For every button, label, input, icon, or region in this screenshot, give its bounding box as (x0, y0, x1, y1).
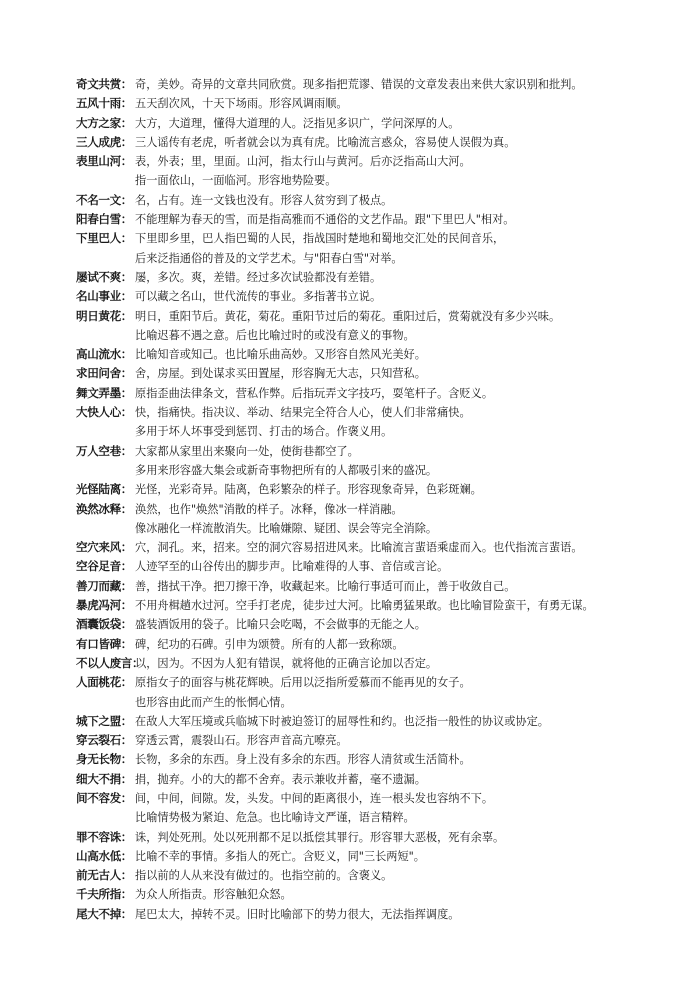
idiom-definition: 诛，判处死刑。处以死刑都不足以抵偿其罪行。形容罪大恶极，死有余辜。 (135, 830, 505, 844)
idiom-term: 尾大不掉： (76, 906, 132, 921)
idiom-definition: 穴，洞孔。来，招来。空的洞穴容易招进风来。比喻流言蜚语乘虚而入。也代指流言蜚语。 (135, 541, 583, 555)
idiom-definition: 穿透云霄，震裂山石。形容声音高亢嘹亮。 (135, 734, 348, 748)
idiom-entry (0, 364, 695, 383)
idiom-definition: 快，指痛快。指决议、举动、结果完全符合人心，使人们非常痛快。 (135, 406, 471, 420)
idiom-term: 善刀而藏： (76, 578, 132, 593)
idiom-definition: 间，中间，间隙。发，头发。中间的距离很小，连一根头发也容纳不下。 (135, 791, 494, 805)
idiom-entry (0, 596, 695, 615)
idiom-term: 前无古人： (76, 868, 132, 883)
idiom-entry (0, 133, 695, 152)
idiom-definition: 五天刮次风，十天下场雨。形容风调雨顺。 (135, 97, 348, 111)
idiom-entry (0, 866, 695, 885)
idiom-entry (0, 345, 695, 364)
idiom-entry (0, 731, 695, 750)
idiom-entry (0, 500, 695, 519)
idiom-entry-continuation (0, 422, 695, 441)
idiom-entry-continuation (0, 461, 695, 480)
idiom-definition: 捐，抛弃。小的大的都不舍弃。表示兼收并蓄，毫不遗漏。 (135, 772, 426, 786)
idiom-entry (0, 229, 695, 248)
idiom-term: 千夫所指： (76, 887, 132, 902)
idiom-entry (0, 480, 695, 499)
idiom-term: 万人空巷： (76, 443, 132, 458)
idiom-term: 暴虎冯河： (76, 598, 132, 613)
idiom-definition: 多用于坏人坏事受到惩罚、打击的场合。作褒义用。 (135, 425, 393, 439)
idiom-term: 身无长物： (76, 752, 132, 767)
idiom-entry (0, 635, 695, 654)
idiom-entry (0, 905, 695, 924)
idiom-entry (0, 94, 695, 113)
idiom-definition: 比喻知音或知己。也比喻乐曲高妙。又形容自然风光美好。 (135, 348, 426, 362)
idiom-term: 求田问舍： (76, 366, 132, 381)
idiom-entry (0, 538, 695, 557)
idiom-term: 明日黄花： (76, 308, 132, 323)
idiom-entry (0, 114, 695, 133)
idiom-entry-continuation (0, 693, 695, 712)
idiom-definition: 原指女子的面容与桃花辉映。后用以泛指所爱慕而不能再见的女子。 (135, 676, 471, 690)
idiom-entry (0, 885, 695, 904)
idiom-definition: 三人谣传有老虎，听者就会以为真有虎。比喻流言惑众，容易使人误假为真。 (135, 135, 516, 149)
idiom-term: 阳春白雪： (76, 212, 132, 227)
idiom-definition: 下里即乡里，巴人指巴蜀的人民，指战国时楚地和蜀地交汇处的民间音乐， (135, 232, 505, 246)
idiom-term: 下里巴人： (76, 231, 132, 246)
idiom-definition: 奇，美妙。奇异的文章共同欣赏。现多指把荒谬、错误的文章发表出来供大家识别和批判。 (135, 78, 583, 91)
idiom-definition: 指以前的人从来没有做过的。也指空前的。含褒义。 (135, 869, 393, 883)
idiom-definition: 屡，多次。爽，差错。经过多次试验都没有差错。 (135, 270, 382, 284)
idiom-definition: 在敌人大军压境或兵临城下时被迫签订的屈辱性和约。也泛指一般性的协议或协定。 (135, 714, 549, 728)
idiom-entry-continuation (0, 808, 695, 827)
idiom-definition: 大家都从家里出来聚向一处，使街巷都空了。 (135, 444, 359, 458)
idiom-term: 奇文共赏： (76, 77, 132, 91)
idiom-entry (0, 750, 695, 769)
idiom-entry (0, 712, 695, 731)
idiom-definition: 后来泛指通俗的普及的文学艺术。与"阳春白雪"对举。 (135, 251, 403, 265)
idiom-entry (0, 789, 695, 808)
idiom-definition: 名，占有。连一文钱也没有。形容人贫穷到了极点。 (135, 193, 393, 207)
idiom-term: 酒囊饭袋： (76, 617, 132, 632)
idiom-term: 三人成虎： (76, 134, 132, 149)
idiom-entry (0, 307, 695, 326)
idiom-term: 五风十雨： (76, 96, 132, 111)
idiom-entry-list (0, 75, 695, 924)
idiom-definition: 像冰融化一样流散消失。比喻嫌隙、疑团、误会等完全消除。 (135, 521, 438, 535)
idiom-definition: 不用舟楫趟水过河。空手打老虎，徒步过大河。比喻勇猛果敢。也比喻冒险蛮干，有勇无谋。 (135, 599, 594, 613)
idiom-entry (0, 403, 695, 422)
idiom-entry (0, 152, 695, 171)
idiom-entry (0, 615, 695, 634)
idiom-definition: 不能理解为春天的雪，而是指高雅而不通俗的文艺作品。跟"下里巴人"相对。 (135, 213, 515, 227)
idiom-definition: 多用来形容盛大集会或新奇事物把所有的人都吸引来的盛况。 (135, 463, 438, 477)
idiom-entry-continuation (0, 519, 695, 538)
idiom-entry (0, 268, 695, 287)
idiom-definition: 明日，重阳节后。黄花，菊花。重阳节过后的菊花。重阳过后，赏菊就没有多少兴味。 (135, 309, 561, 323)
idiom-entry (0, 847, 695, 866)
idiom-entry (0, 577, 695, 596)
idiom-definition: 指一面依山，一面临河。形容地势险要。 (135, 174, 337, 188)
idiom-term: 光怪陆离： (76, 482, 132, 497)
idiom-definition: 光怪，光彩奇异。陆离，色彩繁杂的样子。形容现象奇异，色彩斑斓。 (135, 483, 482, 497)
idiom-term: 穿云裂石： (76, 733, 132, 748)
idiom-definition: 比喻迟暮不遇之意。后也比喻过时的或没有意义的事物。 (135, 328, 415, 342)
idiom-definition: 表，外表；里，里面。山河，指太行山与黄河。后亦泛指高山大河。 (135, 155, 471, 169)
idiom-definition: 原指歪曲法律条文，营私作弊。后指玩弄文字技巧，耍笔杆子。含贬义。 (135, 386, 494, 400)
idiom-entry (0, 384, 695, 403)
idiom-entry (0, 828, 695, 847)
idiom-definition: 碑，纪功的石碑。引申为颂赞。所有的人都一致称颂。 (135, 637, 404, 651)
idiom-definition: 为众人所指责。形容触犯众怒。 (135, 888, 292, 902)
idiom-term: 屡试不爽： (76, 269, 132, 284)
idiom-term: 间不容发： (76, 790, 132, 805)
idiom-term: 大方之家： (76, 115, 132, 130)
idiom-term: 名山事业： (76, 289, 132, 304)
idiom-entry (0, 770, 695, 789)
idiom-term: 涣然冰释： (76, 501, 132, 516)
idiom-entry-continuation (0, 171, 695, 190)
idiom-definition: 善，揩拭干净。把刀擦干净，收藏起来。比喻行事适可而止，善于收敛自己。 (135, 579, 516, 593)
idiom-term: 细大不捐： (76, 771, 132, 786)
idiom-term: 舞文弄墨： (76, 385, 132, 400)
idiom-definition: 以，因为。不因为人犯有错误，就将他的正确言论加以否定。 (135, 656, 438, 670)
idiom-definition: 人迹罕至的山谷传出的脚步声。比喻难得的人事、音信或言论。 (135, 560, 449, 574)
idiom-definition: 盛装酒饭用的袋子。比喻只会吃喝，不会做事的无能之人。 (135, 618, 426, 632)
idiom-term: 大快人心： (76, 405, 132, 420)
idiom-term: 不以人废言： (76, 655, 144, 670)
idiom-entry (0, 654, 695, 673)
idiom-term: 表里山河： (76, 154, 132, 169)
idiom-term: 空谷足音： (76, 559, 132, 574)
idiom-term: 不名一文： (76, 192, 132, 207)
idiom-entry-continuation (0, 249, 695, 268)
idiom-term: 人面桃花： (76, 675, 132, 690)
idiom-term: 城下之盟： (76, 713, 132, 728)
idiom-entry-continuation (0, 326, 695, 345)
idiom-definition: 长物，多余的东西。身上没有多余的东西。形容人清贫或生活简朴。 (135, 753, 471, 767)
idiom-definition: 比喻不幸的事情。多指人的死亡。含贬义，同"三长两短"。 (135, 849, 425, 863)
idiom-term: 有口皆碑： (76, 636, 132, 651)
idiom-definition: 舍，房屋。到处谋求买田置屋，形容胸无大志，只知营私。 (135, 367, 426, 381)
idiom-term: 高山流水： (76, 347, 132, 362)
idiom-entry (0, 191, 695, 210)
idiom-definition: 比喻情势极为紧迫、危急。也比喻诗文严谨，语言精粹。 (135, 811, 415, 825)
idiom-entry (0, 442, 695, 461)
idiom-entry (0, 557, 695, 576)
idiom-term: 山高水低： (76, 848, 132, 863)
idiom-term: 空穴来风： (76, 540, 132, 555)
idiom-term: 罪不容诛： (76, 829, 132, 844)
idiom-definition: 大方，大道理，懂得大道理的人。泛指见多识广，学问深厚的人。 (135, 116, 460, 130)
idiom-definition: 可以藏之名山，世代流传的事业。多指著书立说。 (135, 290, 382, 304)
idiom-definition: 尾巴太大，掉转不灵。旧时比喻部下的势力很大，无法指挥调度。 (135, 907, 460, 921)
idiom-definition: 也形容由此而产生的怅惘心情。 (135, 695, 292, 709)
idiom-entry (0, 210, 695, 229)
idiom-entry (0, 673, 695, 692)
idiom-entry (0, 75, 695, 94)
idiom-entry (0, 287, 695, 306)
idiom-definition: 涣然，也作"焕然"消散的样子。冰释，像冰一样消融。 (135, 502, 403, 516)
